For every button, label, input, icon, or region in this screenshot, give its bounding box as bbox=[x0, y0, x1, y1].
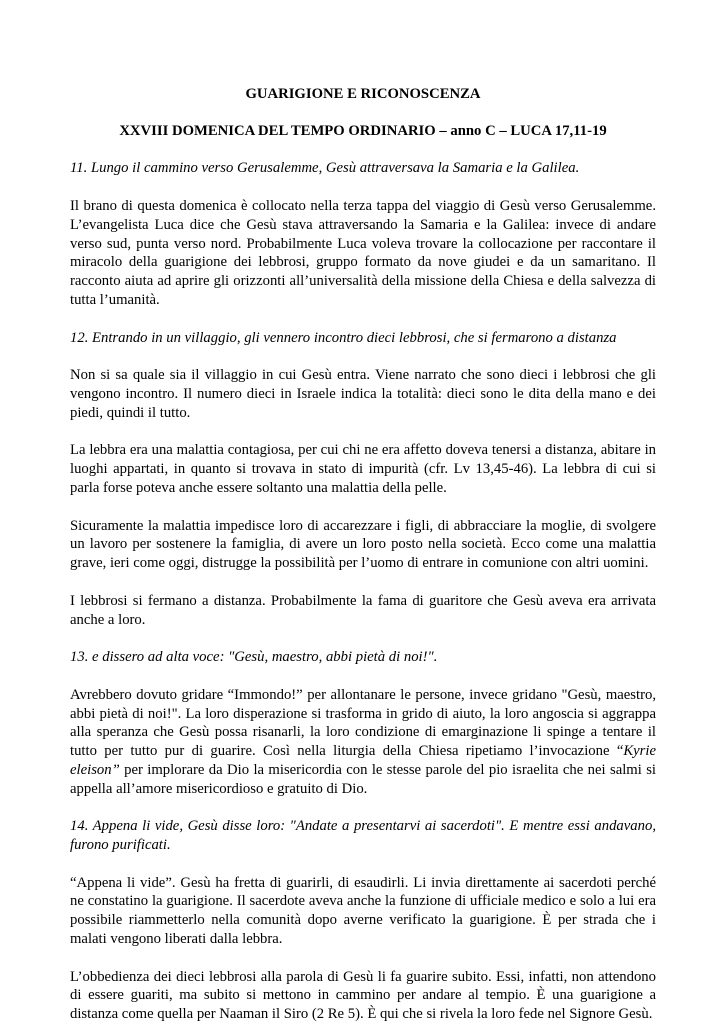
paragraph: La lebbra era una malattia contagiosa, per cui chi ne era affetto doveva tenersi a distanza, abitare in luoghi appartati, in quanto si trovava in stato di impurità (cfr. Lv 13,45-46). La lebbra di cui si parla forse poteva anche essere soltanto una malattia della pelle. bbox=[70, 442, 656, 496]
paragraph: “Appena li vide”. Gesù ha fretta di guarirli, di esaudirli. Li invia direttamente ai sacerdoti perché ne constatino la guarigione. Il sacerdote aveva anche la funzione di ufficiale medico e solo a lui era possibile riammetterlo nella comunità dopo averne verificato la guarigione. È per strada che i malati vengono liberati dalla lebbra. bbox=[70, 874, 656, 948]
document-title: GUARIGIONE E RICONOSCENZA bbox=[245, 86, 481, 102]
paragraph: Non si sa quale sia il villaggio in cui Gesù entra. Viene narrato che sono dieci i lebbrosi che gli vengono incontro. Il numero dieci in Israele indica la totalità: dieci sono le dita della mano e dei piedi, quindi il tutto. bbox=[70, 367, 656, 421]
verse-13: 13. e dissero ad alta voce: "Gesù, maestro, abbi pietà di noi!". bbox=[70, 649, 438, 666]
verse-14: 14. Appena li vide, Gesù disse loro: "Andate a presentarvi ai sacerdoti". E mentre essi andavano, furono purificati. bbox=[70, 818, 656, 854]
document-subtitle: XXVIII DOMENICA DEL TEMPO ORDINARIO – anno C – LUCA 17,11-19 bbox=[119, 122, 607, 139]
paragraph: Sicuramente la malattia impedisce loro di accarezzare i figli, di abbracciare la moglie, di svolgere un lavoro per sostenere la famiglia, di avere un loro posto nella società. Ecco come una malattia grave, ieri come oggi, distrugge la possibilità per l’uomo di entrare in comunione con altri uomini. bbox=[70, 517, 656, 572]
paragraph: I lebbrosi si fermano a distanza. Probabilmente la fama di guaritore che Gesù aveva era arrivata anche a loro. bbox=[70, 592, 656, 628]
paragraph-text: Avrebbero dovuto gridare “Immondo!” per allontanare le persone, invece gridano "Gesù, maestro, abbi pietà di noi!". La loro disperazione si trasforma in grido di aiuto, la loro angoscia si aggrappa alla speranza che Gesù possa risanarli, la loro condizione di emarginazione li spinge a tentare il tutto per tutto pur di guarire. Così nella liturgia della Chiesa ripetiamo l’invocazione “ bbox=[70, 686, 656, 760]
verse-11: 11. Lungo il cammino verso Gerusalemme, Gesù attraversava la Samaria e la Galilea. bbox=[70, 160, 580, 177]
verse-12: 12. Entrando in un villaggio, gli vennero incontro dieci lebbrosi, che si fermarono a distanza bbox=[70, 329, 617, 346]
paragraph-text: per implorare da Dio la misericordia con le stesse parole del pio israelita che nei salmi si appella all’amore misericordioso e gratuito di Dio. bbox=[70, 761, 656, 797]
paragraph bbox=[70, 686, 656, 799]
paragraph: Il brano di questa domenica è collocato nella terza tappa del viaggio di Gesù verso Gerusalemme. L’evangelista Luca dice che Gesù stava attraversando la Samaria e la Galilea: invece di andare verso sud, punta verso nord. Probabilmente Luca voleva trovare la collocazione per raccontare il miracolo della guarigione dei lebbrosi, gruppo formato da nove giudei e da un samaritano. Il racconto aiuta ad aprire gli orizzonti all’universalità della missione della Chiesa e della salvezza di tutta l’umanità. bbox=[70, 197, 656, 308]
paragraph: L’obbedienza dei dieci lebbrosi alla parola di Gesù li fa guarire subito. Essi, infatti, non attendono di essere guariti, ma subito si mettono in cammino per andare al tempio. È una guarigione a distanza come quella per Naaman il Siro (2 Re 5). È qui che si rivela la loro fede nel Signore Gesù. bbox=[70, 968, 656, 1023]
kyrie-eleison-text: Kyrie eleison” bbox=[70, 743, 656, 778]
